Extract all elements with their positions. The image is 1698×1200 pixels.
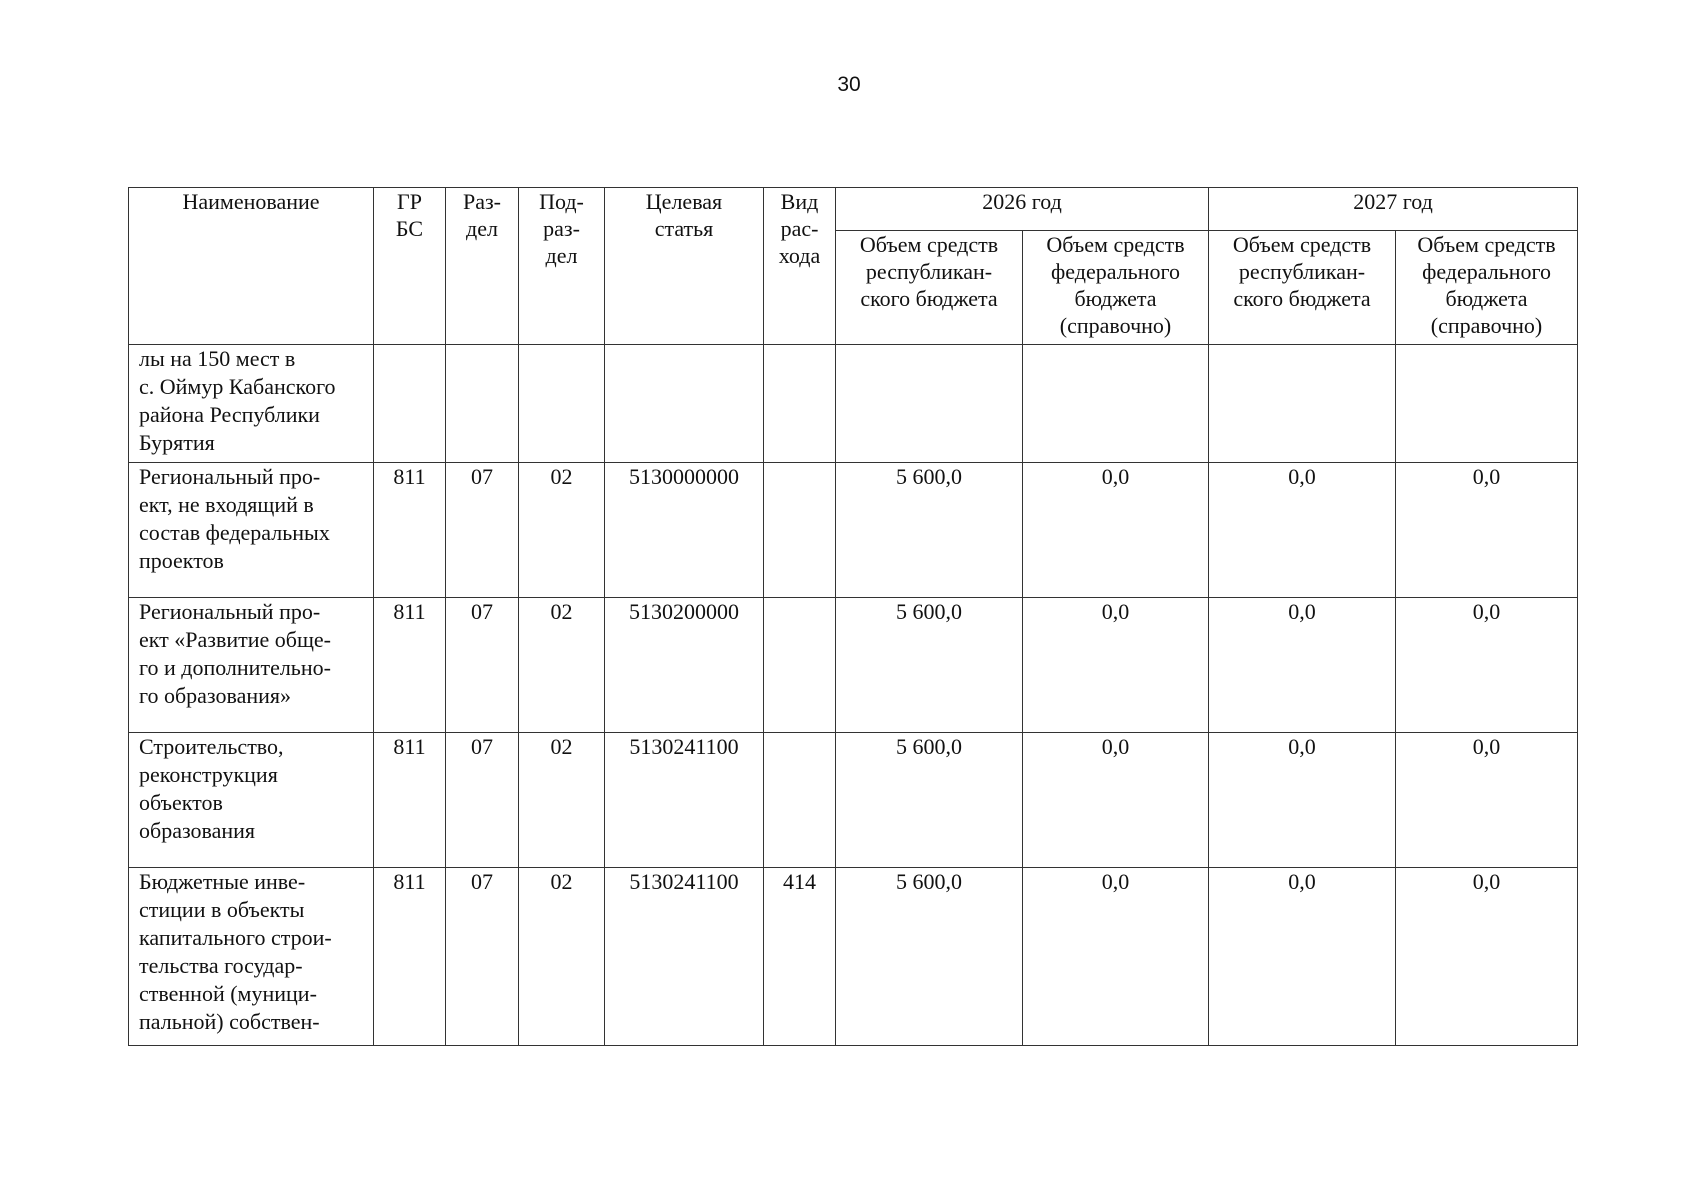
row-podrazdel: 02 bbox=[519, 463, 605, 598]
cell-text-line: тельства государ- bbox=[139, 953, 303, 978]
table-row bbox=[129, 868, 1578, 1046]
cell-text-line: федерального bbox=[1422, 259, 1551, 284]
row-vid bbox=[764, 345, 836, 463]
header-celevaya-statya bbox=[605, 188, 764, 345]
row-name bbox=[129, 733, 374, 868]
cell-text-line: Под- bbox=[539, 189, 584, 214]
cell-text-line: Целевая bbox=[645, 189, 723, 214]
cell-text-line: хода bbox=[778, 243, 821, 268]
cell-text-line: образования bbox=[139, 818, 256, 843]
row-fed-2026: 0,0 bbox=[1023, 463, 1209, 598]
table-row bbox=[129, 733, 1578, 868]
cell-text-line: Вид bbox=[780, 189, 819, 214]
row-podrazdel bbox=[519, 345, 605, 463]
row-grbs: 811 bbox=[374, 598, 446, 733]
header-rep-2027 bbox=[1209, 231, 1396, 345]
cell-text-line: БС bbox=[395, 216, 424, 241]
cell-text-line: (справочно) bbox=[1059, 313, 1172, 338]
cell-text-line: состав федеральных bbox=[139, 520, 330, 545]
cell-text-line: раз- bbox=[543, 216, 580, 241]
row-rep-2026: 5 600,0 bbox=[836, 463, 1023, 598]
row-razdel bbox=[446, 345, 519, 463]
table-row bbox=[129, 463, 1578, 598]
cell-text-line: Раз- bbox=[462, 189, 502, 214]
header-razdel bbox=[446, 188, 519, 345]
row-vid: 414 bbox=[764, 868, 836, 1046]
table-row bbox=[129, 345, 1578, 463]
budget-table bbox=[128, 187, 1578, 1046]
row-grbs: 811 bbox=[374, 733, 446, 868]
table-row bbox=[129, 598, 1578, 733]
row-fed-2027: 0,0 bbox=[1396, 733, 1578, 868]
row-fed-2026: 0,0 bbox=[1023, 733, 1209, 868]
cell-text-line: Объем средств bbox=[1232, 232, 1372, 257]
row-celevaya: 5130241100 bbox=[605, 733, 764, 868]
row-grbs: 811 bbox=[374, 463, 446, 598]
row-grbs bbox=[374, 345, 446, 463]
page-number: 30 bbox=[837, 73, 861, 96]
header-name bbox=[129, 188, 374, 345]
cell-text-line: ГР bbox=[397, 189, 422, 214]
cell-text-line: Объем средств bbox=[859, 232, 999, 257]
header-rep-2026 bbox=[836, 231, 1023, 345]
row-rep-2026: 5 600,0 bbox=[836, 733, 1023, 868]
row-name bbox=[129, 345, 374, 463]
cell-text-line: ект, не входящий в bbox=[139, 492, 314, 517]
cell-text-line: го образования» bbox=[139, 683, 292, 708]
cell-text-line: Строительство, bbox=[139, 734, 284, 759]
cell-text-line: республикан- bbox=[1238, 259, 1366, 284]
cell-text-line: федерального bbox=[1051, 259, 1180, 284]
cell-text-line: проектов bbox=[139, 548, 224, 573]
cell-text-line: объектов bbox=[139, 790, 223, 815]
row-podrazdel: 02 bbox=[519, 598, 605, 733]
row-rep-2027: 0,0 bbox=[1209, 598, 1396, 733]
cell-text-line: лы на 150 мест в bbox=[139, 346, 296, 371]
cell-text-line: ект «Развитие обще- bbox=[139, 627, 332, 652]
row-fed-2026 bbox=[1023, 345, 1209, 463]
cell-text-line: дел bbox=[466, 216, 498, 241]
cell-text-line: бюджета bbox=[1445, 286, 1528, 311]
row-fed-2026: 0,0 bbox=[1023, 868, 1209, 1046]
header-vid-raskhoda bbox=[764, 188, 836, 345]
row-razdel: 07 bbox=[446, 598, 519, 733]
row-razdel: 07 bbox=[446, 733, 519, 868]
row-rep-2027 bbox=[1209, 345, 1396, 463]
row-grbs: 811 bbox=[374, 868, 446, 1046]
header-fed-2026 bbox=[1023, 231, 1209, 345]
row-podrazdel: 02 bbox=[519, 733, 605, 868]
cell-text-line: ского бюджета bbox=[1233, 286, 1371, 311]
header-grbs bbox=[374, 188, 446, 345]
cell-text-line: бюджета bbox=[1074, 286, 1157, 311]
cell-text-line: (справочно) bbox=[1430, 313, 1543, 338]
cell-text-line: Региональный про- bbox=[139, 599, 321, 624]
cell-text-line: Наименование bbox=[182, 189, 320, 214]
row-fed-2026: 0,0 bbox=[1023, 598, 1209, 733]
cell-text-line: района Республики bbox=[139, 402, 320, 427]
row-fed-2027: 0,0 bbox=[1396, 463, 1578, 598]
row-name bbox=[129, 598, 374, 733]
row-fed-2027: 0,0 bbox=[1396, 868, 1578, 1046]
row-rep-2026: 5 600,0 bbox=[836, 868, 1023, 1046]
row-vid bbox=[764, 463, 836, 598]
cell-text-line: Бюджетные инве- bbox=[139, 869, 306, 894]
cell-text-line: капитального строи- bbox=[139, 925, 332, 950]
row-podrazdel: 02 bbox=[519, 868, 605, 1046]
row-rep-2027: 0,0 bbox=[1209, 868, 1396, 1046]
row-celevaya bbox=[605, 345, 764, 463]
row-rep-2026 bbox=[836, 345, 1023, 463]
row-vid bbox=[764, 733, 836, 868]
cell-text-line: республикан- bbox=[865, 259, 993, 284]
row-rep-2026: 5 600,0 bbox=[836, 598, 1023, 733]
row-fed-2027: 0,0 bbox=[1396, 598, 1578, 733]
row-celevaya: 5130200000 bbox=[605, 598, 764, 733]
row-razdel: 07 bbox=[446, 868, 519, 1046]
cell-text-line: Объем средств bbox=[1046, 232, 1185, 257]
cell-text-line: рас- bbox=[780, 216, 819, 241]
cell-text-line: Региональный про- bbox=[139, 464, 321, 489]
cell-text-line: дел bbox=[545, 243, 578, 268]
cell-text-line: статья bbox=[654, 216, 714, 241]
header-row bbox=[129, 188, 1578, 231]
row-vid bbox=[764, 598, 836, 733]
cell-text-line: Объем средств bbox=[1417, 232, 1556, 257]
row-celevaya: 5130000000 bbox=[605, 463, 764, 598]
row-fed-2027 bbox=[1396, 345, 1578, 463]
row-razdel: 07 bbox=[446, 463, 519, 598]
cell-text-line: ственной (муници- bbox=[139, 981, 317, 1006]
header-fed-2027 bbox=[1396, 231, 1578, 345]
row-celevaya: 5130241100 bbox=[605, 868, 764, 1046]
cell-text-line: го и дополнительно- bbox=[139, 655, 331, 680]
header-year-2027: 2027 год bbox=[1209, 188, 1578, 231]
row-rep-2027: 0,0 bbox=[1209, 733, 1396, 868]
cell-text-line: пальной) собствен- bbox=[139, 1009, 320, 1034]
row-rep-2027: 0,0 bbox=[1209, 463, 1396, 598]
cell-text-line: ского бюджета bbox=[860, 286, 998, 311]
cell-text-line: Бурятия bbox=[139, 430, 215, 455]
header-podrazdel bbox=[519, 188, 605, 345]
cell-text-line: реконструкция bbox=[139, 762, 278, 787]
row-name bbox=[129, 463, 374, 598]
cell-text-line: стиции в объекты bbox=[139, 897, 305, 922]
header-year-2026: 2026 год bbox=[836, 188, 1209, 231]
row-name bbox=[129, 868, 374, 1046]
cell-text-line: с. Оймур Кабанского bbox=[139, 374, 336, 399]
